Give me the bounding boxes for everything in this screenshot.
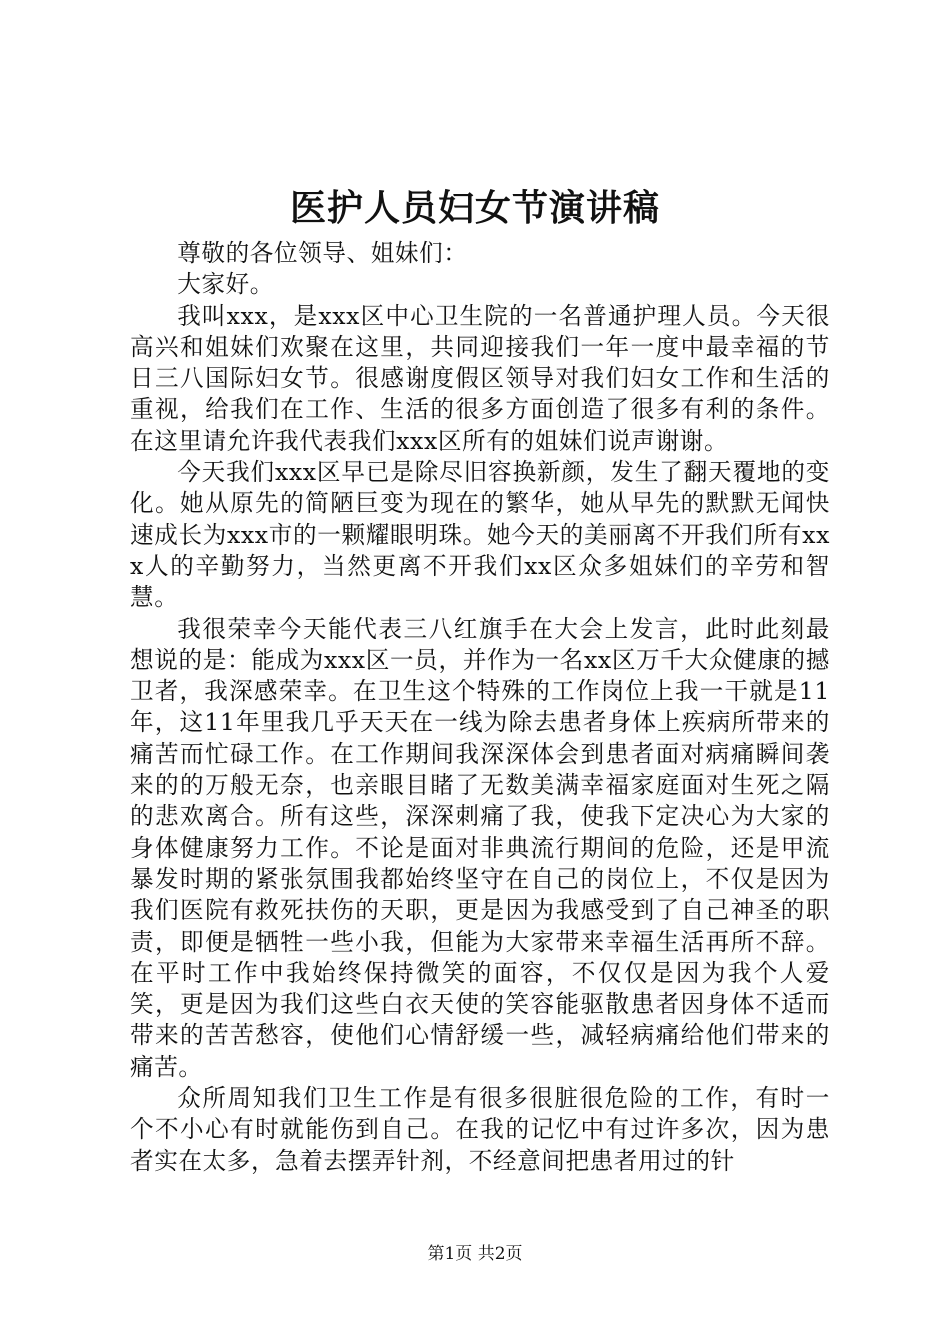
paragraph-danger: 众所周知我们卫生工作是有很多很脏很危险的工作，有时一个不小心有时就能伤到自己。在我的记忆中有过许多次，因为患者实在太多，急着去摆弄针剂，不经意间把患者用过的针 [130, 1084, 830, 1175]
document-title: 医护人员妇女节演讲稿 [289, 187, 660, 229]
paragraph-honor: 我很荣幸今天能代表三八红旗手在大会上发言，此时此刻最想说的是：能成为xxx区一员，并作为一名xx区万千大众健康的撼卫者，我深感荣幸。在卫生这个特殊的工作岗位上我一干就是11年，这11年里我几乎天天在一线为除去患者身体上疾病所带来的痛苦而忙碌工作。在工作期间我深深体会到患者面对病痛瞬间袭来的的万般无奈，也亲眼目睹了无数美满幸福家庭面对生死之隔的悲欢离合。所有这些，深深刺痛了我，使我下定决心为大家的身体健康努力工作。不论是面对非典流行期间的危险，还是甲流暴发时期的紧张氛围我都始终坚守在自己的岗位上，不仅是因为我们医院有救死扶伤的天职，更是因为我感受到了自己神圣的职责，即便是牺牲一些小我，但能为大家带来幸福生活再所不辞。在平时工作中我始终保持微笑的面容，不仅仅是因为我个人爱笑，更是因为我们这些白衣天使的笑容能驱散患者因身体不适而带来的苦苦愁容，使他们心情舒缓一些，减轻病痛给他们带来的痛苦。 [130, 614, 830, 1081]
paragraph-district: 今天我们xxx区早已是除尽旧容换新颜，发生了翻天覆地的变化。她从原先的简陋巨变为现在的繁华，她从早先的默默无闻快速成长为xxx市的一颗耀眼明珠。她今天的美丽离不开我们所有xxx人的辛勤努力，当然更离不开我们xx区众多姐妹们的辛劳和智慧。 [130, 458, 830, 612]
page-footer: 第1页 共2页 [427, 1244, 523, 1264]
document-body [130, 238, 830, 1177]
paragraph-intro: 我叫xxx，是xxx区中心卫生院的一名普通护理人员。今天很高兴和姐妹们欢聚在这里，共同迎接我们一年一度中最幸福的节日三八国际妇女节。很感谢度假区领导对我们妇女工作和生活的重视，给我们在工作、生活的很多方面创造了很多有利的条件。在这里请允许我代表我们xxx区所有的姐妹们说声谢谢。 [130, 301, 830, 455]
salutation: 尊敬的各位领导、姐妹们： [177, 239, 468, 267]
greeting: 大家好。 [177, 270, 274, 299]
